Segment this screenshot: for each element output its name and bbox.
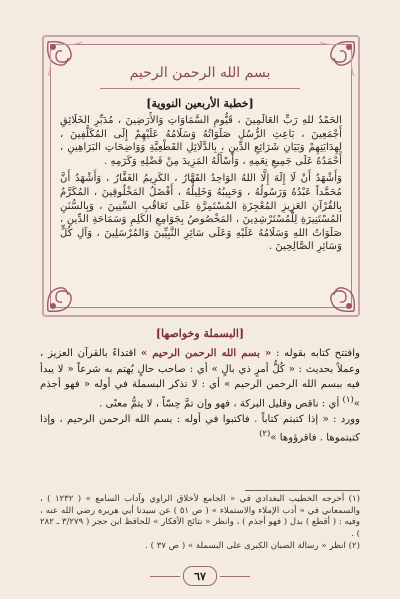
- sermon-paragraph: وَأَشْهَدُ أَنْ لَا إِلَهَ إِلَّا اللهُ الوَاحِدُ القَهَّارُ ، الكَرِيمُ الغَفَّارُ ، وَأَشْهَدُ أَنَّ مُحَمَّداً عَبْدُهُ وَرَسُولُهُ ، وَحَبِيبُهُ وَخَلِيلُهُ ، أَفْضَلُ المَخْلُوقِينَ ، المُكَرَّمُ بِالقُرْآنِ العَزِيزِ المُعْجِزَةِ المُسْتَمِرَّةِ عَلَى تَعَاقُبِ السِّنِينَ ، وَبِالسُّنَنِ المُسْتَنِيرَةِ لِلْمُسْتَرْشِدِينَ ، المَخْصُوصُ بِجَوَامِعِ الكَلِمِ وَسَمَاحَةِ الدِّينِ ، صَلَوَاتُ اللهِ وَسَلَامُهُ عَلَيْهِ وَعَلَى سَائِرِ النَّبِيِّينَ وَالمُرْسَلِينَ ، وَآلِ كُلٍّ وَسَائِرِ الصَّالِحِينَ .: [60, 173, 342, 253]
- footnote-marker: (١): [342, 394, 354, 405]
- basmala-calligraphy: بسم الله الرحمن الرحيم: [129, 65, 271, 81]
- body-text-segment: أي : ناقص وقليل البركة ، فهو وإن تمَّ حِسّاً ، لا يتمُّ معنًى .: [99, 398, 343, 410]
- footnote-item: (٢) انظر « رسالة الصبان الكبرى على البسملة » ( ص ٣٧ ) .: [145, 541, 360, 552]
- sermon-paragraph: الحَمْدُ للهِ رَبِّ العَالَمِينَ ، قَيُّومِ السَّمَاوَاتِ وَالأَرَضِينَ ، مُدَبِّرِ الخَلَائِقِ أَجْمَعِينَ ، بَاعِثِ الرُّسُلِ صَلَوَاتُهُ وَسَلَامُهُ عَلَيْهِمْ إِلَى المُكَلَّفِينَ ، لِهِدَايَتِهِمْ وَبَيَانِ شَرَائِعِ الدِّينِ ، بِالدَّلَائِلِ القَطْعِيَّةِ وَوَاضِحَاتِ البَرَاهِينِ ، أَحْمَدُهُ عَلَى جَمِيعِ نِعَمِهِ ، وَأَسْأَلُهُ المَزِيدَ مِنْ فَضْلِهِ وَكَرَمِهِ .: [60, 115, 342, 167]
- section-heading: [البسملة وخواصها]: [155, 327, 245, 340]
- sermon-text: [60, 114, 342, 258]
- corner-ornament-icon: [314, 271, 358, 315]
- footnote-item: (١) أخرجه الخطيب البغدادي في « الجامع لأخلاق الراوي وآداب السامع » ( ١٢٣٢ ) ، والسمعاني في « أدب الإملاء والاستملاء » ( ص ٥١ ) عن سيدنا أبي هريرة رضي الله عنه ، وفيه : ( أقطع ) بدل ( فهو أجذم ) ، وانظر « نتائج الأفكار » للحافظ ابن حجر ( ٣/٢٧٩ ـ ٢٨٢ ) .: [40, 494, 361, 539]
- body-text-segment: اقتداءً بالقرآن العزيز ، وعملاً بحديث : « كُلُّ أمرٍ ذي بالٍ » أي : صاحب حالٍ يُهتم به شرعاً « لا يبدأ فيه ببسم الله الرحمن الرحيم » أي : لا تذكر البسملة في أوله « فهو أجذم »: [40, 348, 360, 410]
- basmala-quote: « بسم الله الرحمن الرحيم »: [140, 347, 272, 359]
- sermon-title: [خطبة الأربعين النووية]: [146, 97, 254, 110]
- corner-ornament-icon: [44, 271, 88, 315]
- page-number-ornament: [220, 576, 250, 577]
- footnote-marker: (٢): [259, 429, 271, 440]
- footnote-separator: [245, 490, 360, 491]
- basmala-divider: [100, 88, 300, 89]
- body-text-segment: وورد : « إذا كتبتم كتاباً . فاكتبوا في أوله : بسم الله الرحمن الرحيم ، وإذا كتبتموها . فاقرؤوها »: [40, 413, 360, 444]
- corner-ornament-icon: [314, 38, 358, 82]
- body-text: [40, 346, 360, 446]
- corner-ornament-icon: [44, 38, 88, 82]
- page-number: ٦٧: [183, 566, 217, 586]
- page-number-ornament: [150, 576, 180, 577]
- footnotes: [40, 494, 360, 554]
- body-paragraph: [40, 346, 360, 412]
- body-paragraph: [40, 412, 360, 447]
- body-text-segment: وافتتح كتابه بقوله :: [271, 348, 361, 359]
